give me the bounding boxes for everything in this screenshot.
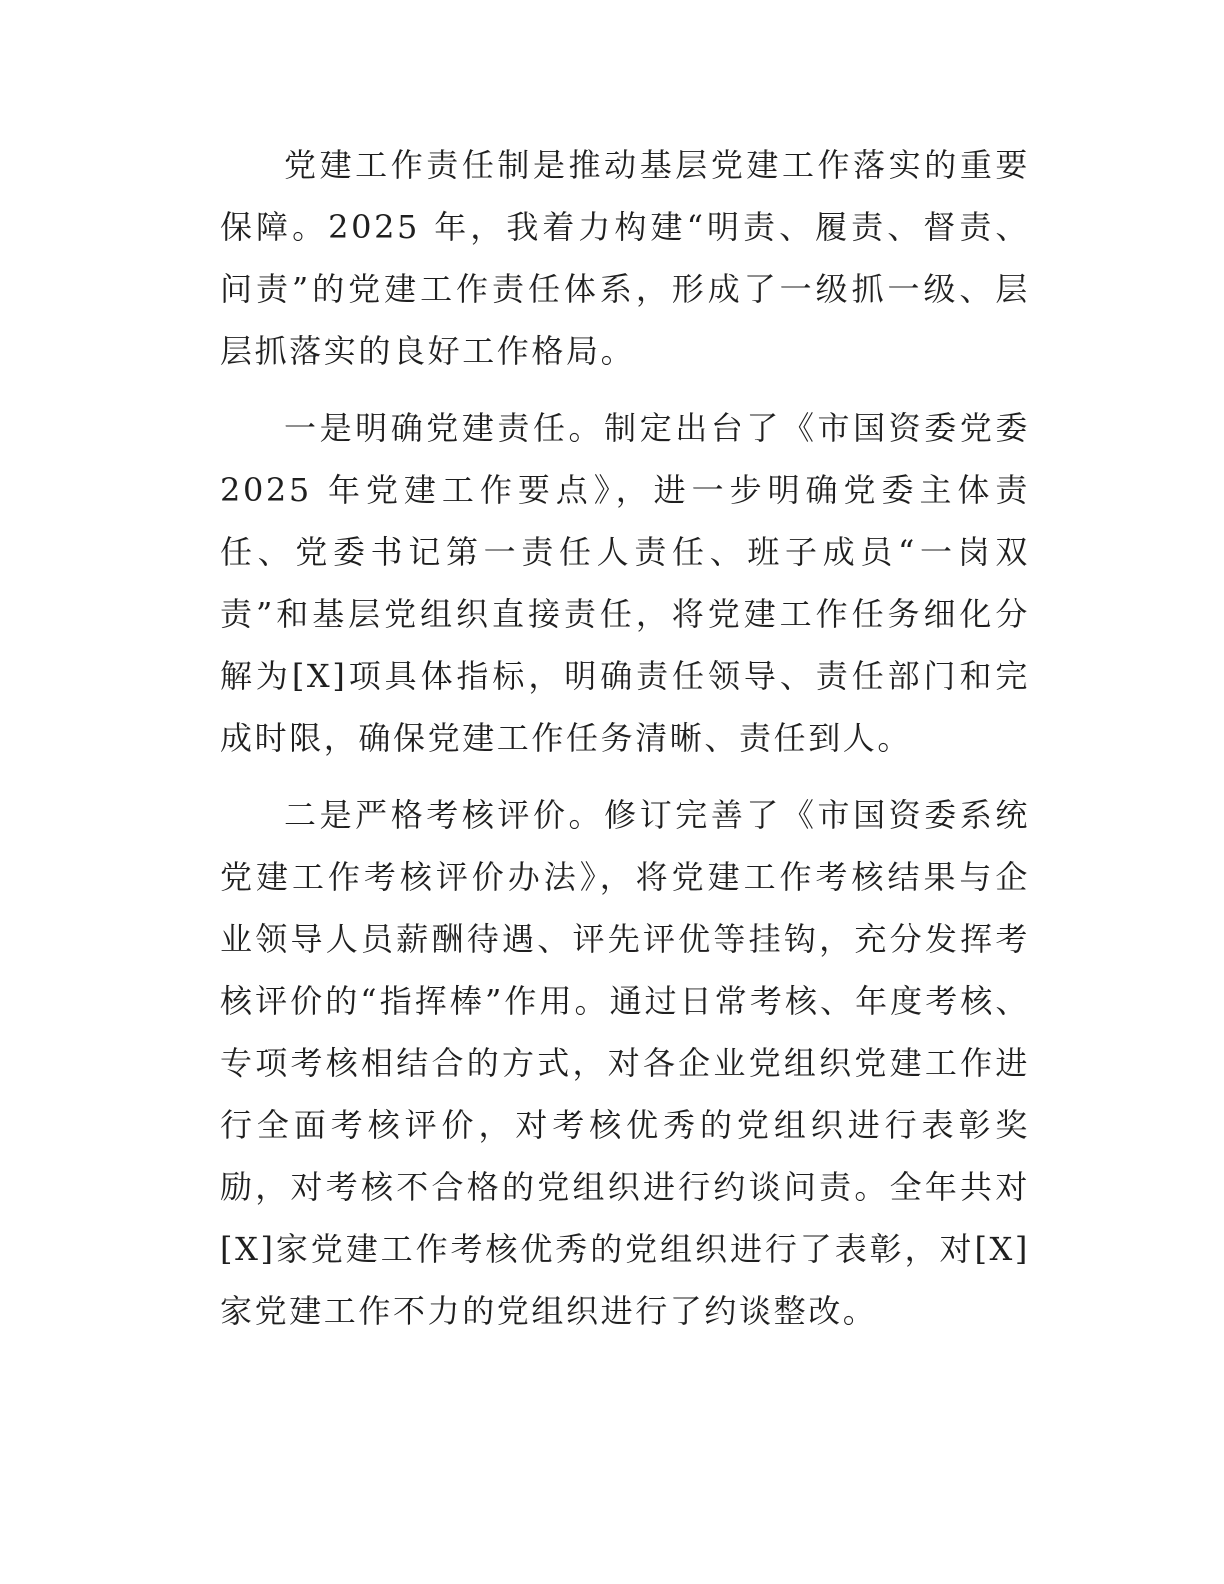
paragraph-intro: 党建工作责任制是推动基层党建工作落实的重要保障。2025 年，我着力构建“明责、履责、督责、问责”的党建工作责任体系，形成了一级抓一级、层层抓落实的良好工作格局。 [220,146,1030,370]
paragraph-clarify-responsibility: 一是明确党建责任。制定出台了《市国资委党委 2025 年党建工作要点》，进一步明确党委主体责任、党委书记第一责任人责任、班子成员“一岗双责”和基层党组织直接责任，将党建工作任务细化分解为[X]项具体指标，明确责任领导、责任部门和完成时限，确保党建工作任务清晰、责任到人。 [220,409,1030,757]
paragraph-assessment: 二是严格考核评价。修订完善了《市国资委系统党建工作考核评价办法》，将党建工作考核结果与企业领导人员薪酬待遇、评先评优等挂钩，充分发挥考核评价的“指挥棒”作用。通过日常考核、年度考核、专项考核相结合的方式，对各企业党组织党建工作进行全面考核评价，对考核优秀的党组织进行表彰奖励，对考核不合格的党组织进行约谈问责。全年共对[X]家党建工作考核优秀的党组织进行了表彰，对[X]家党建工作不力的党组织进行了约谈整改。 [220,796,1030,1330]
document-body [220,134,1030,1357]
